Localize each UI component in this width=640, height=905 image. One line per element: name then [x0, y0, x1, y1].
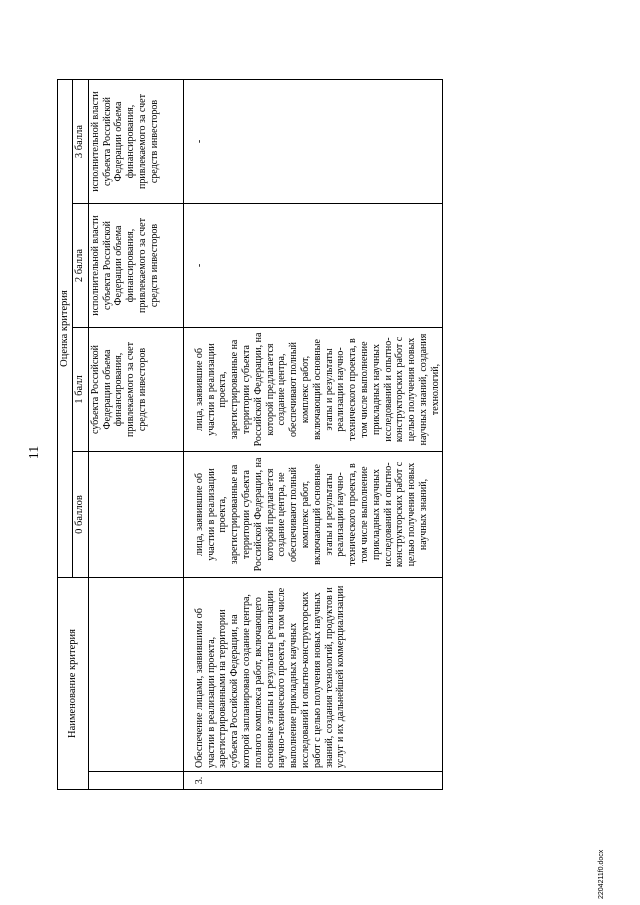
score-1-cell: субъекта Российской Федерации объема финансирования, привлекаемого за счет средств инвесторов	[88, 328, 183, 452]
header-row-1	[58, 79, 73, 789]
score-0-cell: лица, заявившие об участии в реализации проекта, зарегистрированные на территории субъекта Российской Федерации, на которой предлагается создание центра, не обеспечивают полный комплекс работ, включающий основные этапы и результаты реализации научно-технического проекта, в том числе выполнение прикладных научных исследований и опытно-конструкторских работ с целью получения новых научных знаний,	[183, 452, 443, 578]
header-criterion-name: Наименование критерия	[58, 578, 89, 790]
header-score-1: 1 балл	[73, 328, 88, 452]
row-number	[88, 772, 183, 790]
footer-filename: 2204211f0.docx	[598, 849, 605, 899]
criterion-text	[88, 578, 183, 772]
score-0-cell	[88, 452, 183, 578]
header-score-2: 2 балла	[73, 204, 88, 328]
score-3-cell: исполнительной власти субъекта Российской Федерации объема финансирования, привлекаемого за счет средств инвесторов	[88, 79, 183, 203]
header-score-3: 3 балла	[73, 79, 88, 203]
header-score: Оценка критерия	[58, 79, 73, 577]
score-1-cell: лица, заявившие об участии в реализации проекта, зарегистрированные на территории субъекта Российской Федерации, на которой предлагается создание центра, обеспечивают полный комплекс работ, включающий основные этапы и результаты реализации научно-технического проекта, в том числе выполнение прикладных научных исследований и опытно-конструкторских работ с целью получения новых научных знаний, создания технологий,	[183, 328, 443, 452]
criterion-text: Обеспечение лицами, заявившими об участии в реализации проекта, зарегистрированными на территории субъекта Российской Федерации, на которой запланировано создание центра, полного комплекса работ, включающего основные этапы и результаты реализации научно-технического проекта, в том числе выполнение прикладных научных исследований и опытно-конструкторских работ с целью получения новых научных знаний, создания технологий, продуктов и услуг и их дальнейшей коммерциализации	[183, 578, 443, 772]
header-score-0: 0 баллов	[73, 452, 88, 578]
score-2-cell: -	[183, 204, 443, 328]
page-number: 11	[27, 445, 42, 460]
table-row	[183, 79, 443, 789]
score-3-cell: -	[183, 79, 443, 203]
criteria-table	[57, 79, 443, 790]
score-2-cell: исполнительной власти субъекта Российской Федерации объема финансирования, привлекаемого за счет средств инвесторов	[88, 204, 183, 328]
row-number: 3.	[183, 772, 443, 790]
table-row	[88, 79, 183, 789]
